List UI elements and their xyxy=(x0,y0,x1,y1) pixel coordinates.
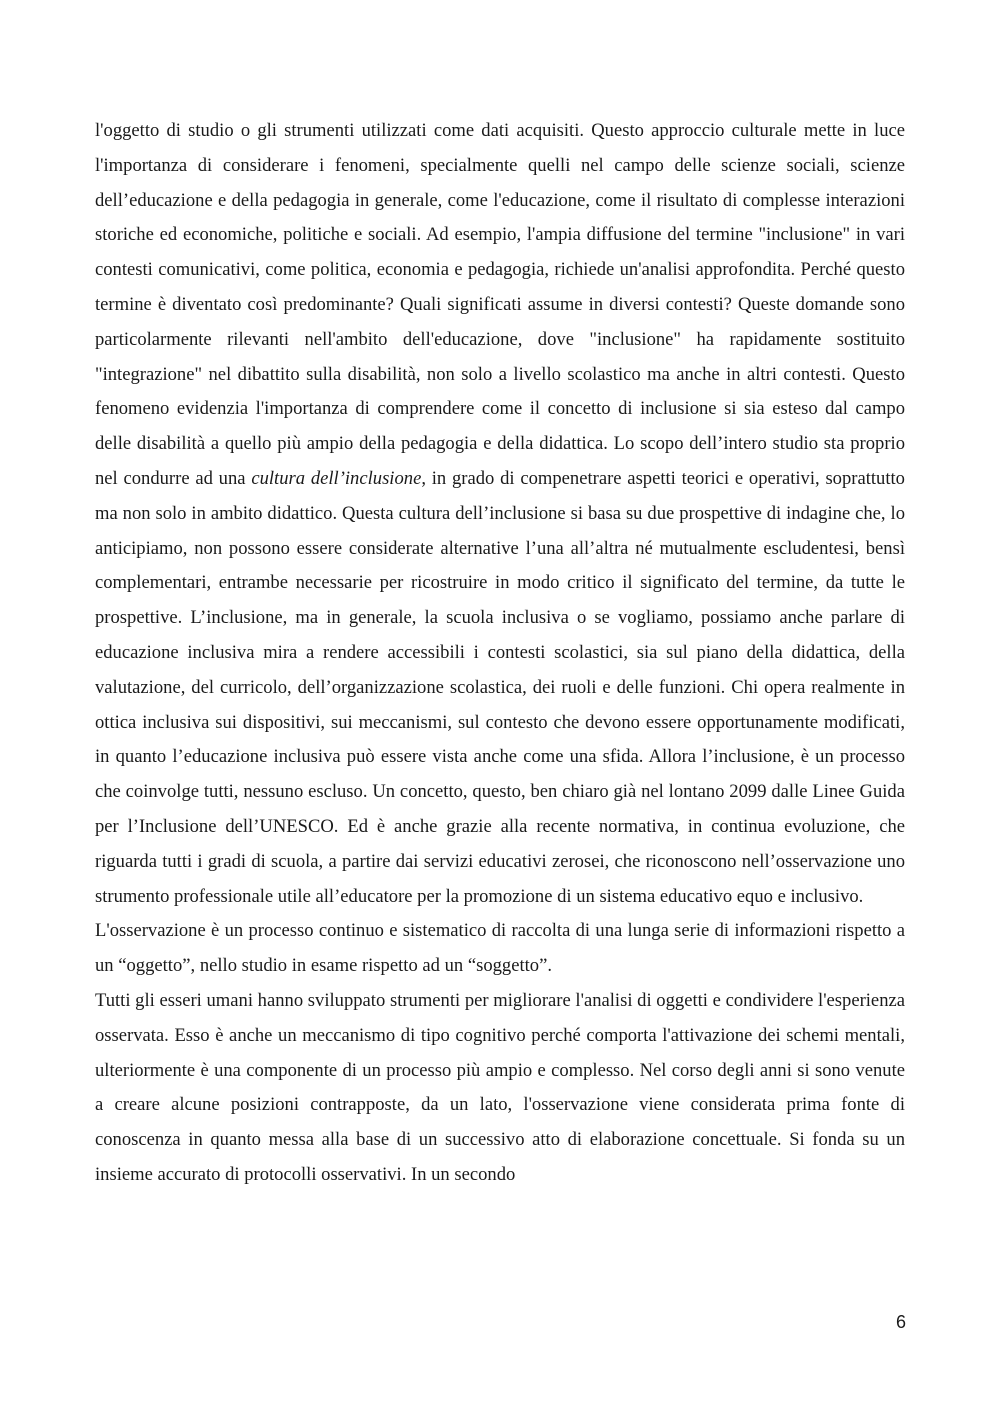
paragraph-1-text-end: , in grado di compenetrare aspetti teorici e operativi, soprattutto ma non solo in ambito didattico. Questa cultura dell’inclusione si basa su due prospettive di indagine che, lo anticipiamo, non possono essere considerate alternative l’una all’altra né mutualmente escludentesi, bensì complementari, entrambe necessarie per ricostruire in modo critico il significato del termine, da tutte le prospettive. L’inclusione, ma in generale, la scuola inclusiva o se vogliamo, possiamo anche parlare di educazione inclusiva mira a rendere accessibili i contesti scolastici, sia sul piano della didattica, della valutazione, del curricolo, dell’organizzazione scolastica, dei ruoli e delle funzioni. Chi opera realmente in ottica inclusiva sui dispositivi, sui meccanismi, sul contesto che devono essere opportunamente modificati, in quanto l’educazione inclusiva può essere vista anche come una sfida. Allora l’inclusione, è un processo che coinvolge tutti, nessuno escluso. Un concetto, questo, ben chiaro già nel lontano 2099 dalle Linee Guida per l’Inclusione dell’UNESCO. Ed è anche grazie alla recente normativa, in continua evoluzione, che riguarda tutti i gradi di scuola, a partire dai servizi educativi zerosei, che riconoscono nell’osservazione uno strumento professionale utile all’educatore per la promozione di un sistema educativo equo e inclusivo. xyxy=(95,467,905,907)
body-text xyxy=(95,114,905,1193)
paragraph-observation-definition: L'osservazione è un processo continuo e sistematico di raccolta di una lunga serie di informazioni rispetto a un “oggetto”, nello studio in esame rispetto ad un “soggetto”. xyxy=(95,920,905,977)
italic-phrase-cultura-inclusione: cultura dell’inclusione xyxy=(251,467,422,489)
page-number: 6 xyxy=(895,1312,906,1332)
paragraph-1-text-start: l'oggetto di studio o gli strumenti utilizzati come dati acquisiti. Questo approccio culturale mette in luce l'importanza di considerare i fenomeni, specialmente quelli nel campo delle scienze sociali, scienze dell’educazione e della pedagogia in generale, come l'educazione, come il risultato di complesse interazioni storiche ed economiche, politiche e sociali. Ad esempio, l'ampia diffusione del termine "inclusione" in vari contesti comunicativi, come politica, economia e pedagogia, richiede un'analisi approfondita. Perché questo termine è diventato così predominante? Quali significati assume in diversi contesti? Queste domande sono particolarmente rilevanti nell'ambito dell'educazione, dove "inclusione" ha rapidamente sostituito "integrazione" nel dibattito sulla disabilità, non solo a livello scolastico ma anche in altri contesti. Questo fenomeno evidenzia l'importanza di comprendere come il concetto di inclusione si sia esteso dal campo delle disabilità a quello più ampio della pedagogia e della didattica. Lo scopo dell’intero studio sta proprio nel condurre ad una xyxy=(95,120,905,489)
paragraph-observation-tools: Tutti gli esseri umani hanno sviluppato strumenti per migliorare l'analisi di oggetti e condividere l'esperienza osservata. Esso è anche un meccanismo di tipo cognitivo perché comporta l'attivazione dei schemi mentali, ulteriormente è una componente di un processo più ampio e complesso. Nel corso degli anni si sono venute a creare alcune posizioni contrapposte, da un lato, l'osservazione viene considerata prima fonte di conoscenza in quanto messa alla base di un successivo atto di elaborazione concettuale. Si fonda su un insieme accurato di protocolli osservativi. In un secondo xyxy=(95,989,905,1185)
paragraph-inclusion-culture xyxy=(95,114,905,914)
